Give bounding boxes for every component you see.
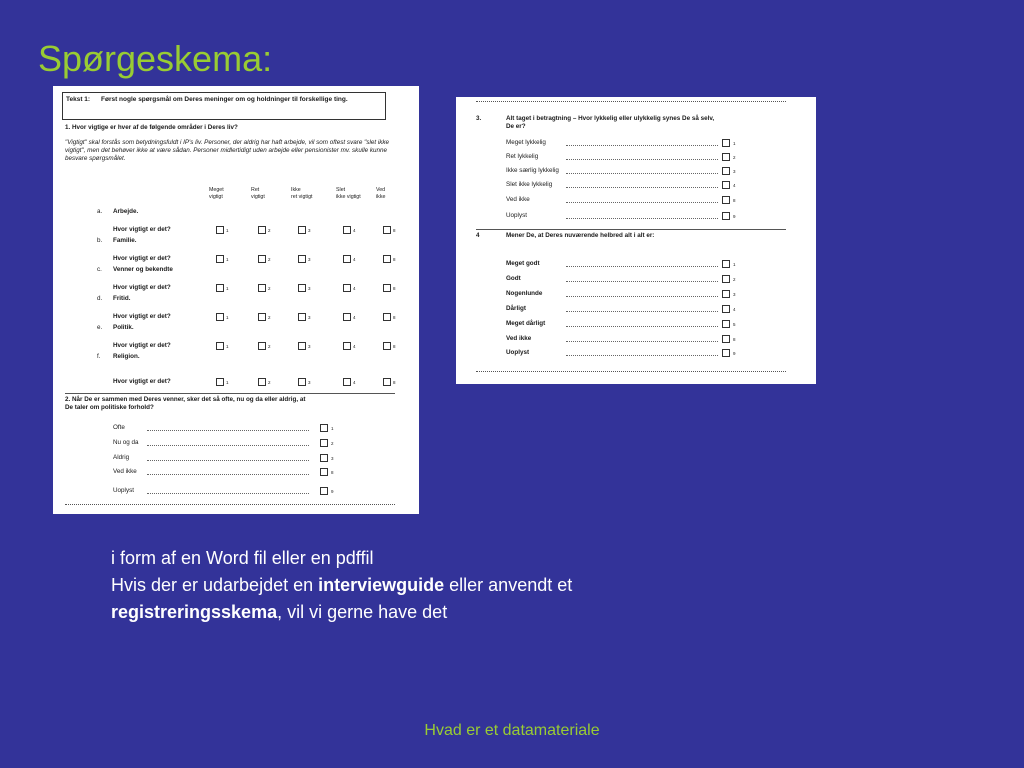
column-header-bottom: vigtigt <box>209 194 223 200</box>
answer-code: 4 <box>353 228 356 233</box>
checkbox[interactable] <box>343 255 351 263</box>
answer-code: 8 <box>393 286 396 291</box>
leader-dots <box>147 430 309 431</box>
checkbox[interactable] <box>383 255 391 263</box>
answer-code: 1 <box>226 344 229 349</box>
leader-dots <box>566 266 718 267</box>
checkbox[interactable] <box>343 313 351 321</box>
answer-code: 8 <box>393 228 396 233</box>
body-line-2-post: eller anvendt et <box>444 575 573 595</box>
checkbox[interactable] <box>258 255 266 263</box>
checkbox[interactable] <box>216 378 224 386</box>
answer-code: 1 <box>226 315 229 320</box>
question-2-title-line1: 2. Når De er sammen med Deres venner, sker det så ofte, nu og da eller aldrig, at <box>65 396 306 403</box>
body-line-2-pre: Hvis der er udarbejdet en <box>111 575 319 595</box>
answer-code: 2 <box>733 277 736 282</box>
leader-dots <box>566 218 718 219</box>
checkbox[interactable] <box>216 226 224 234</box>
question-1-title: 1. Hvor vigtige er hver af de følgende områder i Deres liv? <box>65 124 238 131</box>
leader-dots <box>147 474 309 475</box>
question-3-title-line2: De er? <box>506 123 526 130</box>
option-label: Nogenlunde <box>506 290 543 297</box>
question-label: Hvor vigtigt er det? <box>113 378 171 385</box>
checkbox[interactable] <box>722 153 730 161</box>
answer-code: 2 <box>268 257 271 262</box>
checkbox[interactable] <box>298 255 306 263</box>
checkbox[interactable] <box>383 378 391 386</box>
question-3-title-line1: Alt taget i betragtning – Hvor lykkelig eller ulykkelig synes De så selv, <box>506 115 715 122</box>
checkbox[interactable] <box>258 378 266 386</box>
question-2-title-line2: De taler om politiske forhold? <box>65 404 154 411</box>
option-label: Godt <box>506 275 521 282</box>
answer-code: 4 <box>353 344 356 349</box>
checkbox[interactable] <box>343 284 351 292</box>
answer-code: 2 <box>268 228 271 233</box>
question-4-title: Mener De, at Deres nuværende helbred alt i alt er: <box>506 232 655 239</box>
option-label: Uoplyst <box>506 212 527 219</box>
checkbox[interactable] <box>216 255 224 263</box>
answer-code: 9 <box>331 489 334 494</box>
answer-code: 3 <box>331 456 334 461</box>
answer-code: 3 <box>308 315 311 320</box>
answer-code: 1 <box>733 141 736 146</box>
answer-code: 2 <box>268 380 271 385</box>
divider <box>476 229 786 230</box>
checkbox[interactable] <box>298 226 306 234</box>
item-letter: c. <box>97 266 102 273</box>
leader-dots <box>147 460 309 461</box>
leader-dots <box>147 445 309 446</box>
checkbox[interactable] <box>383 226 391 234</box>
answer-code: 8 <box>733 198 736 203</box>
answer-code: 2 <box>733 155 736 160</box>
checkbox[interactable] <box>258 342 266 350</box>
answer-code: 2 <box>331 441 334 446</box>
answer-code: 3 <box>308 228 311 233</box>
body-registreringsskema: registreringsskema <box>111 602 278 622</box>
checkbox[interactable] <box>722 181 730 189</box>
checkbox[interactable] <box>722 167 730 175</box>
leader-dots <box>566 341 718 342</box>
option-label: Meget godt <box>506 260 540 267</box>
checkbox[interactable] <box>298 342 306 350</box>
slide-body <box>111 545 751 626</box>
answer-code: 1 <box>226 257 229 262</box>
checkbox[interactable] <box>722 212 730 220</box>
answer-code: 4 <box>733 183 736 188</box>
answer-code: 8 <box>393 315 396 320</box>
checkbox[interactable] <box>298 284 306 292</box>
leader-dots <box>566 145 718 146</box>
checkbox[interactable] <box>320 487 328 495</box>
divider <box>65 504 395 505</box>
answer-code: 2 <box>268 286 271 291</box>
option-label: Slet ikke lykkelig <box>506 181 553 188</box>
checkbox[interactable] <box>722 335 730 343</box>
answer-code: 9 <box>733 351 736 356</box>
body-line-1: i form af en Word fil eller en pdffil <box>111 548 374 568</box>
option-label: Ret lykkelig <box>506 153 539 160</box>
answer-code: 4 <box>733 307 736 312</box>
leader-dots <box>147 493 309 494</box>
leader-dots <box>566 311 718 312</box>
question-label: Hvor vigtigt er det? <box>113 284 171 291</box>
checkbox[interactable] <box>343 378 351 386</box>
leader-dots <box>566 326 718 327</box>
leader-dots <box>566 187 718 188</box>
checkbox[interactable] <box>722 305 730 313</box>
answer-code: 8 <box>393 380 396 385</box>
answer-code: 5 <box>733 322 736 327</box>
checkbox[interactable] <box>722 139 730 147</box>
checkbox[interactable] <box>298 313 306 321</box>
answer-code: 8 <box>733 337 736 342</box>
checkbox[interactable] <box>383 342 391 350</box>
checkbox[interactable] <box>258 313 266 321</box>
checkbox[interactable] <box>320 454 328 462</box>
question-label: Hvor vigtigt er det? <box>113 255 171 262</box>
option-label: Uoplyst <box>113 487 134 494</box>
answer-code: 4 <box>353 257 356 262</box>
checkbox[interactable] <box>216 313 224 321</box>
question-label: Hvor vigtigt er det? <box>113 313 171 320</box>
column-header-bottom: ikke vigtigt <box>336 194 361 200</box>
option-label: Uoplyst <box>506 349 530 356</box>
item-letter: b. <box>97 237 103 244</box>
checkbox[interactable] <box>320 468 328 476</box>
checkbox[interactable] <box>722 320 730 328</box>
item-letter: a. <box>97 208 103 215</box>
slide-footer: Hvad er et datamateriale <box>424 722 600 739</box>
answer-code: 1 <box>226 228 229 233</box>
item-label: Venner og bekendte <box>113 266 173 273</box>
checkbox[interactable] <box>722 349 730 357</box>
option-label: Ikke særlig lykkelig <box>506 167 559 174</box>
leader-dots <box>566 202 718 203</box>
body-interviewguide: interviewguide <box>318 575 445 595</box>
answer-code: 4 <box>353 286 356 291</box>
checkbox[interactable] <box>343 226 351 234</box>
item-letter: f. <box>97 353 101 360</box>
body-line-2 <box>111 572 751 599</box>
leader-dots <box>566 355 718 356</box>
option-label: Ofte <box>113 424 125 431</box>
questionnaire-page-1 <box>53 86 419 514</box>
option-label: Ved ikke <box>506 196 530 203</box>
item-label: Arbejde. <box>113 208 139 215</box>
option-label: Ved ikke <box>113 468 137 475</box>
slide-title: Spørgeskema: <box>38 38 273 79</box>
column-header-top: Meget <box>209 187 224 193</box>
checkbox[interactable] <box>320 424 328 432</box>
item-label: Familie. <box>113 237 137 244</box>
checkbox[interactable] <box>343 342 351 350</box>
leader-dots <box>566 281 718 282</box>
checkbox[interactable] <box>722 290 730 298</box>
answer-code: 3 <box>308 286 311 291</box>
item-label: Religion. <box>113 353 140 360</box>
questionnaire-page-2 <box>456 97 816 384</box>
question-4-number: 4 <box>476 232 480 239</box>
checkbox[interactable] <box>216 342 224 350</box>
answer-code: 3 <box>308 344 311 349</box>
answer-code: 8 <box>393 257 396 262</box>
checkbox[interactable] <box>298 378 306 386</box>
body-line-3-post: , vil vi gerne have det <box>277 602 448 622</box>
divider <box>65 393 395 394</box>
question-label: Hvor vigtigt er det? <box>113 226 171 233</box>
column-header-bottom: vigtigt <box>251 194 265 200</box>
answer-code: 1 <box>226 286 229 291</box>
answer-code: 8 <box>393 344 396 349</box>
column-header-top: Ved <box>376 187 386 193</box>
checkbox[interactable] <box>320 439 328 447</box>
item-letter: d. <box>97 295 103 302</box>
item-label: Politik. <box>113 324 134 331</box>
answer-code: 4 <box>353 380 356 385</box>
item-letter: e. <box>97 324 103 331</box>
checkbox[interactable] <box>722 275 730 283</box>
answer-code: 4 <box>353 315 356 320</box>
answer-code: 2 <box>268 344 271 349</box>
leader-dots <box>566 296 718 297</box>
option-label: Meget dårligt <box>506 320 546 327</box>
divider <box>476 101 786 102</box>
answer-code: 3 <box>733 169 736 174</box>
checkbox[interactable] <box>383 284 391 292</box>
checkbox[interactable] <box>722 260 730 268</box>
option-label: Dårligt <box>506 305 526 312</box>
column-header-bottom: ikke <box>376 194 386 200</box>
option-label: Nu og da <box>113 439 139 446</box>
leader-dots <box>566 173 718 174</box>
header-text: Først nogle spørgsmål om Deres meninger om og holdninger til forskellige ting. <box>101 96 348 103</box>
answer-code: 1 <box>226 380 229 385</box>
option-label: Meget lykkelig <box>506 139 546 146</box>
answer-code: 1 <box>733 262 736 267</box>
column-header-top: Ikke <box>291 187 301 193</box>
item-label: Fritid. <box>113 295 131 302</box>
answer-code: 3 <box>308 380 311 385</box>
leader-dots <box>566 159 718 160</box>
checkbox[interactable] <box>258 226 266 234</box>
question-3-number: 3. <box>476 115 482 122</box>
answer-code: 3 <box>733 292 736 297</box>
text-box-header <box>62 92 386 120</box>
column-header-top: Slet <box>336 187 346 193</box>
answer-code: 3 <box>308 257 311 262</box>
column-header-bottom: ret vigtigt <box>291 194 313 200</box>
checkbox[interactable] <box>722 196 730 204</box>
option-label: Ved ikke <box>506 335 532 342</box>
answer-code: 1 <box>331 426 334 431</box>
divider <box>476 371 786 372</box>
checkbox[interactable] <box>383 313 391 321</box>
option-label: Aldrig <box>113 454 130 461</box>
answer-code: 8 <box>331 470 334 475</box>
answer-code: 9 <box>733 214 736 219</box>
checkbox[interactable] <box>258 284 266 292</box>
column-header-top: Ret <box>251 187 260 193</box>
answer-code: 2 <box>268 315 271 320</box>
question-1-note: "Vigtigt" skal forstås som betydningsfuldt i IP's liv. Personer, der aldrig har haft arbejde, vil som oftest svare "slet ikke vigtigt", men det behøver ikke at være sådan. Personer midlertidigt uden arbejde eller pensionister mv. skulle kunne besvare spørgsmålet. <box>65 139 390 162</box>
checkbox[interactable] <box>216 284 224 292</box>
question-label: Hvor vigtigt er det? <box>113 342 171 349</box>
header-label: Tekst 1: <box>66 96 91 103</box>
body-line-3 <box>111 599 751 626</box>
